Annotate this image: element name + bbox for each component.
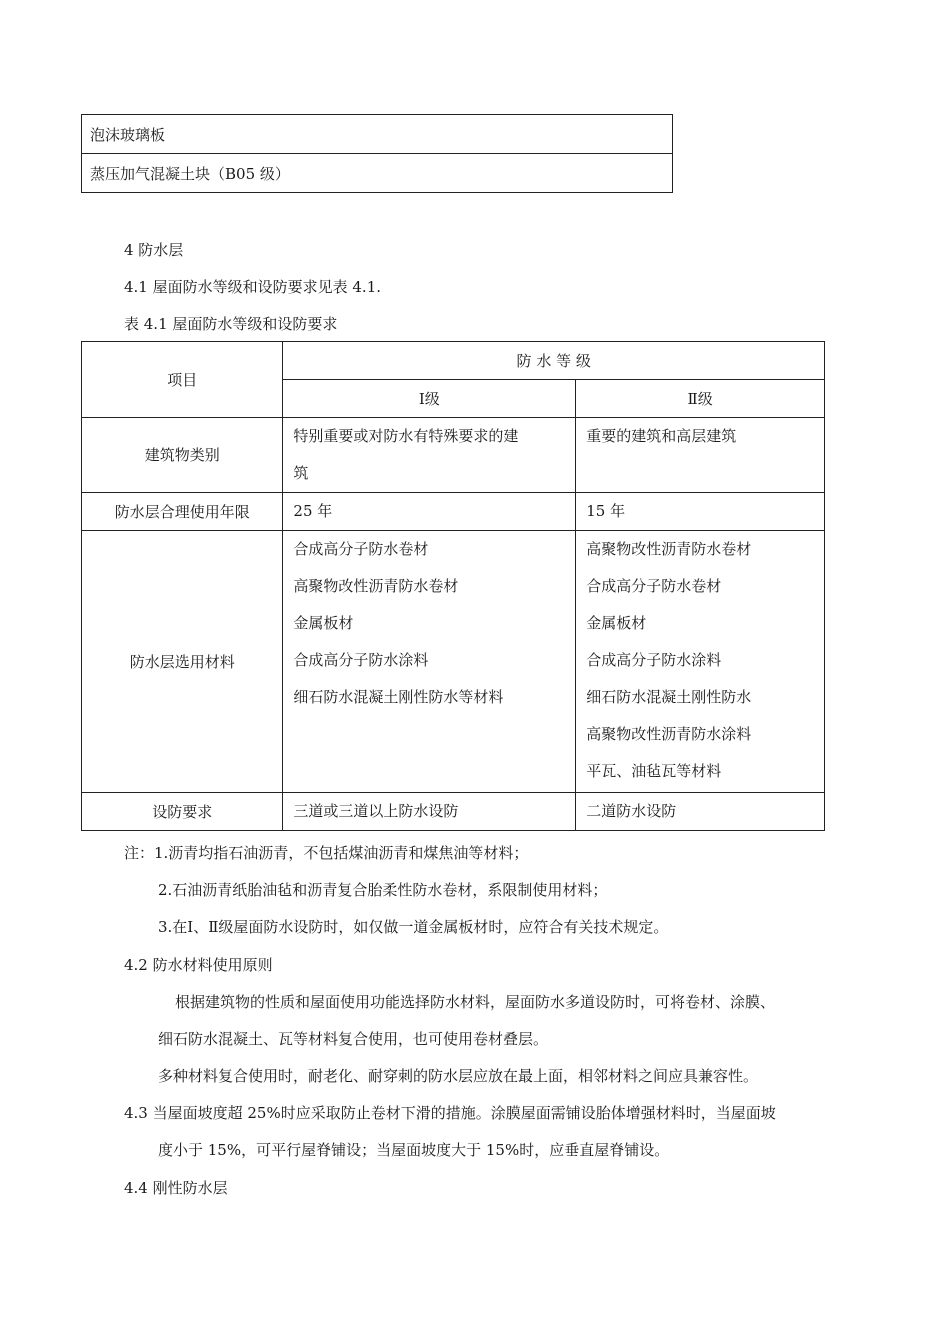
cell-line: 金属板材 (293, 614, 354, 632)
note-line: 2.石油沥青纸胎油毡和沥青复合胎柔性防水卷材，系限制使用材料； (158, 881, 608, 899)
grade2-cell (576, 418, 825, 493)
cell-line: 合成高分子防水涂料 (586, 651, 722, 669)
paragraph-line: 度小于 15%，可平行屋脊铺设；当屋面坡度大于 15%时，应垂直屋脊铺设。 (158, 1141, 670, 1159)
header-grade-1: Ⅰ级 (283, 380, 576, 418)
cell-line: 二道防水设防 (586, 802, 677, 820)
waterproof-grade-table (81, 341, 825, 831)
grade2-cell (576, 793, 825, 831)
grade1-cell (283, 493, 576, 531)
row-label: 防水层合理使用年限 (82, 493, 283, 531)
cell-line: 三道或三道以上防水设防 (293, 802, 459, 820)
cell-line: 金属板材 (586, 614, 647, 632)
paragraph: 4.1 屋面防水等级和设防要求见表 4.1. (124, 278, 382, 296)
grade1-cell (283, 418, 576, 493)
header-grade-group: 防 水 等 级 (283, 342, 825, 380)
header-grade-2: Ⅱ级 (576, 380, 825, 418)
table-caption: 表 4.1 屋面防水等级和设防要求 (124, 315, 338, 333)
header-item: 项目 (82, 342, 283, 418)
cell-line: 高聚物改性沥青防水涂料 (586, 725, 752, 743)
paragraph-line: 根据建筑物的性质和屋面使用功能选择防水材料，屋面防水多道设防时，可将卷材、涂膜、 (175, 993, 776, 1011)
paragraph-line: 多种材料复合使用时，耐老化、耐穿刺的防水层应放在最上面，相邻材料之间应具兼容性。 (158, 1067, 759, 1085)
cell-line: 合成高分子防水卷材 (293, 540, 429, 558)
cell-line: 高聚物改性沥青防水卷材 (293, 577, 459, 595)
grade1-cell (283, 793, 576, 831)
cell-line: 15 年 (586, 502, 626, 520)
cell-line: 细石防水混凝土刚性防水 (586, 688, 752, 706)
cell-line: 高聚物改性沥青防水卷材 (586, 540, 752, 558)
grade1-cell (283, 531, 576, 793)
cell-line: 细石防水混凝土刚性防水等材料 (293, 688, 504, 706)
row-label: 建筑物类别 (82, 418, 283, 493)
note-line: 注：1.沥青均指石油沥青，不包括煤油沥青和煤焦油等材料； (124, 844, 529, 862)
cell-line: 特别重要或对防水有特殊要求的建 (293, 427, 519, 445)
cell-line: 合成高分子防水涂料 (293, 651, 429, 669)
paragraph-line: 4.3 当屋面坡度超 25%时应采取防止卷材下滑的措施。涂膜屋面需铺设胎体增强材料时，当屋面坡 (124, 1104, 776, 1122)
cell-line: 平瓦、油毡瓦等材料 (586, 762, 722, 780)
grade2-cell (576, 493, 825, 531)
table-cell: 蒸压加气混凝土块（B05 级） (82, 154, 673, 193)
materials-table-fragment (81, 114, 673, 193)
paragraph-line: 细石防水混凝土、瓦等材料复合使用，也可使用卷材叠层。 (158, 1030, 549, 1048)
section-heading: 4 防水层 (124, 241, 184, 259)
grade2-cell (576, 531, 825, 793)
cell-line: 25 年 (293, 502, 333, 520)
cell-line: 合成高分子防水卷材 (586, 577, 722, 595)
section-heading: 4.2 防水材料使用原则 (124, 956, 273, 974)
section-heading: 4.4 刚性防水层 (124, 1179, 228, 1197)
cell-line: 筑 (293, 464, 309, 482)
note-line: 3.在Ⅰ、Ⅱ级屋面防水设防时，如仅做一道金属板材时，应符合有关技术规定。 (158, 918, 669, 936)
table-cell: 泡沫玻璃板 (82, 115, 673, 154)
cell-line: 重要的建筑和高层建筑 (586, 427, 737, 445)
row-label: 防水层选用材料 (82, 531, 283, 793)
row-label: 设防要求 (82, 793, 283, 831)
